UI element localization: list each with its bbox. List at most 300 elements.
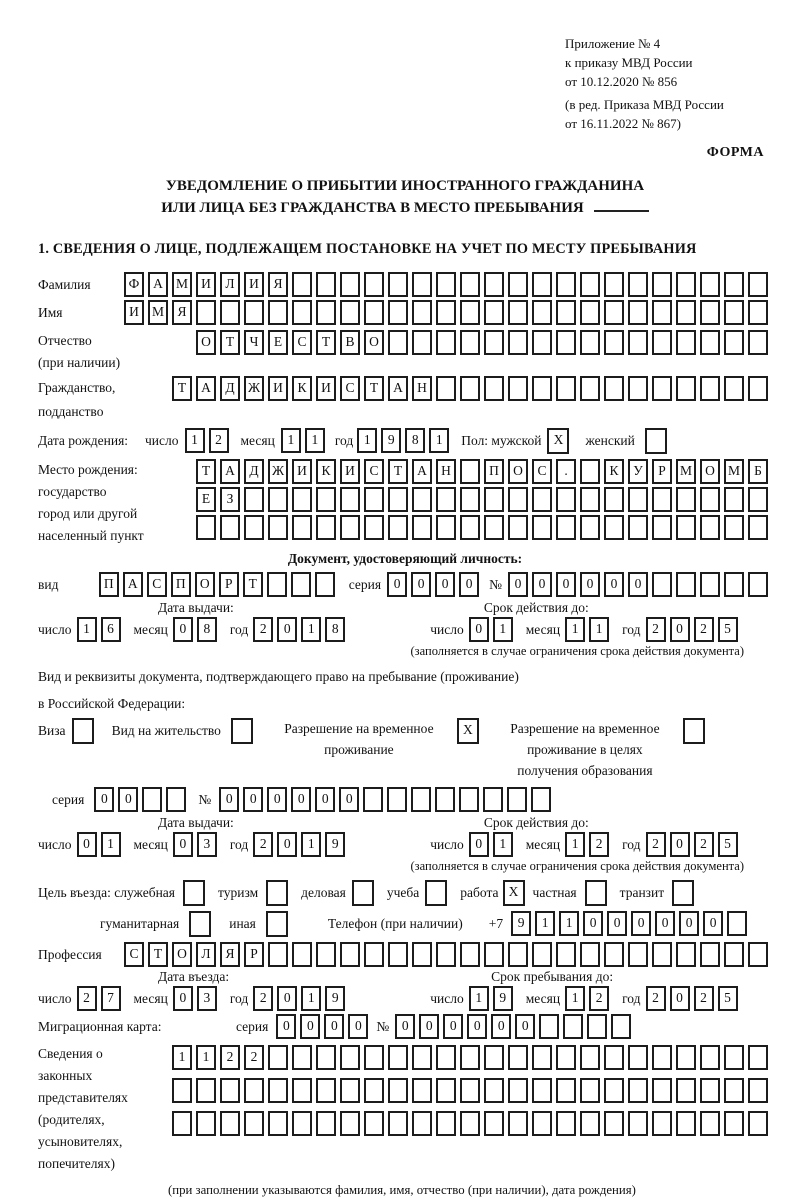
form-cell[interactable]: Т [220,330,240,355]
form-cell[interactable] [340,1078,360,1103]
form-cell[interactable] [604,1078,624,1103]
form-cell[interactable]: 2 [646,617,666,642]
form-cell[interactable] [435,787,455,812]
form-cell[interactable] [604,1045,624,1070]
form-cell[interactable] [508,1078,528,1103]
form-cell[interactable] [484,272,504,297]
form-cell[interactable] [508,487,528,512]
form-cell[interactable] [652,1111,672,1136]
form-cell[interactable] [580,459,600,484]
form-cell[interactable]: 3 [197,986,217,1011]
form-cell[interactable] [604,1111,624,1136]
form-cell[interactable]: Б [748,459,768,484]
form-cell[interactable] [484,376,504,401]
form-cell[interactable] [700,572,720,597]
form-cell[interactable] [411,787,431,812]
form-cell[interactable] [388,942,408,967]
form-cell[interactable] [645,428,667,454]
form-cell[interactable]: Р [219,572,239,597]
form-cell[interactable]: 1 [565,986,585,1011]
form-cell[interactable] [316,1045,336,1070]
form-cell[interactable] [244,1111,264,1136]
form-cell[interactable] [652,487,672,512]
form-cell[interactable] [292,1045,312,1070]
form-cell[interactable]: 1 [493,832,513,857]
form-cell[interactable] [628,376,648,401]
form-cell[interactable]: 7 [101,986,121,1011]
form-cell[interactable]: 1 [281,428,301,453]
form-cell[interactable]: И [292,459,312,484]
form-cell[interactable] [484,1111,504,1136]
form-cell[interactable] [532,376,552,401]
form-cell[interactable] [604,272,624,297]
form-cell[interactable] [580,1045,600,1070]
form-cell[interactable] [532,515,552,540]
form-cell[interactable] [425,880,447,906]
form-cell[interactable] [508,942,528,967]
form-cell[interactable]: 2 [253,832,273,857]
form-cell[interactable]: 0 [459,572,479,597]
form-cell[interactable]: Н [412,376,432,401]
form-cell[interactable]: Т [148,942,168,967]
form-cell[interactable] [628,515,648,540]
form-cell[interactable] [748,376,768,401]
form-cell[interactable] [183,880,205,906]
form-cell[interactable]: 1 [565,617,585,642]
form-cell[interactable] [652,330,672,355]
form-cell[interactable] [292,300,312,325]
form-cell[interactable]: X [457,718,479,744]
form-cell[interactable] [340,942,360,967]
form-cell[interactable] [580,300,600,325]
form-cell[interactable]: С [340,376,360,401]
form-cell[interactable]: 0 [173,986,193,1011]
form-cell[interactable] [292,515,312,540]
form-cell[interactable] [244,300,264,325]
form-cell[interactable] [340,300,360,325]
form-cell[interactable] [556,272,576,297]
form-cell[interactable] [364,942,384,967]
form-cell[interactable]: М [148,300,168,325]
form-cell[interactable] [748,515,768,540]
form-cell[interactable] [266,880,288,906]
form-cell[interactable]: И [244,272,264,297]
form-cell[interactable]: К [292,376,312,401]
form-cell[interactable]: 1 [357,428,377,453]
form-cell[interactable]: 0 [300,1014,320,1039]
form-cell[interactable] [556,1078,576,1103]
form-cell[interactable] [652,1078,672,1103]
form-cell[interactable] [676,1045,696,1070]
form-cell[interactable]: О [195,572,215,597]
form-cell[interactable]: 0 [469,832,489,857]
form-cell[interactable]: 0 [655,911,675,936]
form-cell[interactable] [628,487,648,512]
form-cell[interactable]: 0 [324,1014,344,1039]
form-cell[interactable]: 0 [703,911,723,936]
form-cell[interactable] [508,1111,528,1136]
form-cell[interactable] [220,515,240,540]
form-cell[interactable] [484,487,504,512]
form-cell[interactable] [412,487,432,512]
form-cell[interactable]: К [316,459,336,484]
form-cell[interactable]: 0 [508,572,528,597]
form-cell[interactable] [436,1111,456,1136]
form-cell[interactable] [484,330,504,355]
form-cell[interactable]: X [503,880,525,906]
form-cell[interactable] [628,1111,648,1136]
form-cell[interactable]: 1 [301,986,321,1011]
form-cell[interactable] [683,718,705,744]
form-cell[interactable] [364,1045,384,1070]
form-cell[interactable]: 0 [435,572,455,597]
form-cell[interactable]: 5 [718,986,738,1011]
form-cell[interactable] [268,515,288,540]
form-cell[interactable]: 0 [173,617,193,642]
form-cell[interactable]: 2 [244,1045,264,1070]
form-cell[interactable] [724,1078,744,1103]
form-cell[interactable]: 1 [429,428,449,453]
form-cell[interactable] [412,1111,432,1136]
form-cell[interactable] [460,1045,480,1070]
form-cell[interactable]: 9 [493,986,513,1011]
form-cell[interactable] [748,572,768,597]
form-cell[interactable]: 0 [276,1014,296,1039]
form-cell[interactable]: М [676,459,696,484]
form-cell[interactable] [508,1045,528,1070]
form-cell[interactable] [532,1045,552,1070]
form-cell[interactable] [340,487,360,512]
form-cell[interactable] [580,1111,600,1136]
form-cell[interactable]: И [196,272,216,297]
form-cell[interactable] [556,300,576,325]
form-cell[interactable]: 0 [583,911,603,936]
form-cell[interactable] [436,330,456,355]
form-cell[interactable]: 8 [197,617,217,642]
form-cell[interactable] [724,300,744,325]
form-cell[interactable] [724,272,744,297]
form-cell[interactable]: Ч [244,330,264,355]
form-cell[interactable]: О [196,330,216,355]
form-cell[interactable]: Ж [244,376,264,401]
form-cell[interactable] [604,376,624,401]
form-cell[interactable] [484,1078,504,1103]
form-cell[interactable] [580,272,600,297]
form-cell[interactable] [628,1045,648,1070]
form-cell[interactable] [436,1078,456,1103]
form-cell[interactable]: Р [244,942,264,967]
form-cell[interactable]: 0 [291,787,311,812]
form-cell[interactable]: 1 [493,617,513,642]
form-cell[interactable] [676,487,696,512]
form-cell[interactable] [460,1111,480,1136]
form-cell[interactable] [436,272,456,297]
form-cell[interactable]: Т [172,376,192,401]
form-cell[interactable]: 0 [443,1014,463,1039]
form-cell[interactable] [363,787,383,812]
form-cell[interactable] [531,787,551,812]
form-cell[interactable]: Е [196,487,216,512]
form-cell[interactable] [436,515,456,540]
form-cell[interactable] [748,1111,768,1136]
form-cell[interactable] [268,487,288,512]
form-cell[interactable] [316,942,336,967]
form-cell[interactable]: 1 [301,832,321,857]
form-cell[interactable] [291,572,311,597]
form-cell[interactable] [676,572,696,597]
form-cell[interactable] [244,1078,264,1103]
form-cell[interactable] [587,1014,607,1039]
form-cell[interactable]: Л [220,272,240,297]
form-cell[interactable]: 1 [172,1045,192,1070]
form-cell[interactable]: 1 [196,1045,216,1070]
form-cell[interactable] [387,787,407,812]
form-cell[interactable]: 2 [694,832,714,857]
form-cell[interactable] [364,515,384,540]
form-cell[interactable]: 0 [556,572,576,597]
form-cell[interactable] [316,272,336,297]
form-cell[interactable] [676,515,696,540]
form-cell[interactable] [196,1111,216,1136]
form-cell[interactable] [508,300,528,325]
form-cell[interactable] [604,942,624,967]
form-cell[interactable] [340,1045,360,1070]
form-cell[interactable] [220,300,240,325]
form-cell[interactable] [611,1014,631,1039]
form-cell[interactable] [724,1111,744,1136]
form-cell[interactable]: И [340,459,360,484]
form-cell[interactable] [340,1111,360,1136]
form-cell[interactable] [388,1111,408,1136]
form-cell[interactable]: 0 [118,787,138,812]
form-cell[interactable]: 2 [77,986,97,1011]
form-cell[interactable]: 0 [580,572,600,597]
form-cell[interactable] [604,487,624,512]
form-cell[interactable] [676,1111,696,1136]
form-cell[interactable] [700,515,720,540]
form-cell[interactable]: 0 [267,787,287,812]
form-cell[interactable] [352,880,374,906]
form-cell[interactable] [539,1014,559,1039]
form-cell[interactable]: 0 [607,911,627,936]
form-cell[interactable] [556,942,576,967]
form-cell[interactable]: 0 [604,572,624,597]
form-cell[interactable]: 8 [405,428,425,453]
form-cell[interactable]: 0 [94,787,114,812]
form-cell[interactable]: 0 [628,572,648,597]
form-cell[interactable] [436,942,456,967]
form-cell[interactable]: 0 [277,832,297,857]
form-cell[interactable] [388,272,408,297]
form-cell[interactable]: Д [244,459,264,484]
form-cell[interactable] [628,942,648,967]
form-cell[interactable] [483,787,503,812]
form-cell[interactable] [388,330,408,355]
form-cell[interactable]: 0 [419,1014,439,1039]
form-cell[interactable] [388,487,408,512]
form-cell[interactable] [508,272,528,297]
form-cell[interactable]: Е [268,330,288,355]
form-cell[interactable] [556,376,576,401]
form-cell[interactable] [724,572,744,597]
form-cell[interactable] [508,515,528,540]
form-cell[interactable]: С [364,459,384,484]
form-cell[interactable] [412,1078,432,1103]
form-cell[interactable]: И [268,376,288,401]
form-cell[interactable]: И [124,300,144,325]
form-cell[interactable] [748,300,768,325]
form-cell[interactable] [604,300,624,325]
form-cell[interactable] [436,1045,456,1070]
form-cell[interactable]: С [147,572,167,597]
form-cell[interactable]: 0 [532,572,552,597]
form-cell[interactable] [676,1078,696,1103]
form-cell[interactable]: М [724,459,744,484]
form-cell[interactable] [364,1078,384,1103]
form-cell[interactable]: 1 [185,428,205,453]
form-cell[interactable] [460,1078,480,1103]
form-cell[interactable] [652,942,672,967]
form-cell[interactable] [748,487,768,512]
form-cell[interactable] [268,1111,288,1136]
form-cell[interactable] [72,718,94,744]
form-cell[interactable] [460,459,480,484]
form-cell[interactable]: 0 [670,832,690,857]
form-cell[interactable] [316,515,336,540]
form-cell[interactable] [580,330,600,355]
form-cell[interactable] [364,1111,384,1136]
form-cell[interactable]: Р [652,459,672,484]
form-cell[interactable]: 0 [277,617,297,642]
form-cell[interactable] [388,515,408,540]
form-cell[interactable]: С [292,330,312,355]
form-cell[interactable]: 8 [325,617,345,642]
form-cell[interactable] [700,1045,720,1070]
form-cell[interactable] [628,300,648,325]
form-cell[interactable] [508,330,528,355]
form-cell[interactable] [340,272,360,297]
form-cell[interactable] [436,300,456,325]
form-cell[interactable] [196,515,216,540]
form-cell[interactable] [556,515,576,540]
form-cell[interactable]: А [148,272,168,297]
form-cell[interactable] [364,300,384,325]
form-cell[interactable] [724,487,744,512]
form-cell[interactable] [460,487,480,512]
form-cell[interactable] [556,487,576,512]
form-cell[interactable] [652,300,672,325]
form-cell[interactable] [748,272,768,297]
form-cell[interactable]: 0 [467,1014,487,1039]
form-cell[interactable] [724,376,744,401]
form-cell[interactable]: О [364,330,384,355]
form-cell[interactable] [652,272,672,297]
form-cell[interactable]: Д [220,376,240,401]
form-cell[interactable] [460,376,480,401]
form-cell[interactable] [700,300,720,325]
form-cell[interactable] [748,330,768,355]
form-cell[interactable] [556,1045,576,1070]
form-cell[interactable] [484,1045,504,1070]
form-cell[interactable] [700,330,720,355]
form-cell[interactable] [166,787,186,812]
form-cell[interactable] [532,300,552,325]
form-cell[interactable] [292,1111,312,1136]
form-cell[interactable] [748,942,768,967]
form-cell[interactable]: 2 [646,986,666,1011]
form-cell[interactable]: 2 [589,986,609,1011]
form-cell[interactable] [460,942,480,967]
form-cell[interactable] [412,942,432,967]
form-cell[interactable] [364,272,384,297]
form-cell[interactable]: 1 [305,428,325,453]
form-cell[interactable] [292,942,312,967]
form-cell[interactable] [563,1014,583,1039]
form-cell[interactable]: 5 [718,617,738,642]
form-cell[interactable] [142,787,162,812]
form-cell[interactable] [700,1078,720,1103]
form-cell[interactable] [484,515,504,540]
form-cell[interactable] [244,487,264,512]
form-cell[interactable] [700,1111,720,1136]
form-cell[interactable]: 0 [315,787,335,812]
form-cell[interactable] [196,300,216,325]
form-cell[interactable] [484,942,504,967]
form-cell[interactable]: 2 [253,986,273,1011]
form-cell[interactable]: 0 [243,787,263,812]
form-cell[interactable]: С [124,942,144,967]
form-cell[interactable]: Я [220,942,240,967]
form-cell[interactable]: 0 [339,787,359,812]
form-cell[interactable]: 1 [301,617,321,642]
form-cell[interactable] [292,487,312,512]
form-cell[interactable] [266,911,288,937]
form-cell[interactable]: А [388,376,408,401]
form-cell[interactable]: 0 [515,1014,535,1039]
form-cell[interactable]: А [123,572,143,597]
form-cell[interactable] [388,300,408,325]
form-cell[interactable]: 2 [694,617,714,642]
form-cell[interactable] [364,487,384,512]
form-cell[interactable]: 5 [718,832,738,857]
form-cell[interactable] [268,1078,288,1103]
form-cell[interactable]: Т [364,376,384,401]
form-cell[interactable] [507,787,527,812]
form-cell[interactable] [676,330,696,355]
form-cell[interactable]: X [547,428,569,454]
form-cell[interactable] [672,880,694,906]
form-cell[interactable]: 0 [348,1014,368,1039]
form-cell[interactable] [532,272,552,297]
form-cell[interactable] [652,1045,672,1070]
form-cell[interactable] [585,880,607,906]
form-cell[interactable]: З [220,487,240,512]
form-cell[interactable]: 2 [253,617,273,642]
form-cell[interactable] [268,942,288,967]
form-cell[interactable] [316,300,336,325]
form-cell[interactable] [724,330,744,355]
form-cell[interactable] [220,1078,240,1103]
form-cell[interactable] [412,272,432,297]
form-cell[interactable]: О [172,942,192,967]
form-cell[interactable]: 0 [670,986,690,1011]
form-cell[interactable]: Т [316,330,336,355]
form-cell[interactable] [556,330,576,355]
form-cell[interactable] [460,272,480,297]
form-cell[interactable]: Н [436,459,456,484]
form-cell[interactable] [652,515,672,540]
form-cell[interactable] [700,272,720,297]
